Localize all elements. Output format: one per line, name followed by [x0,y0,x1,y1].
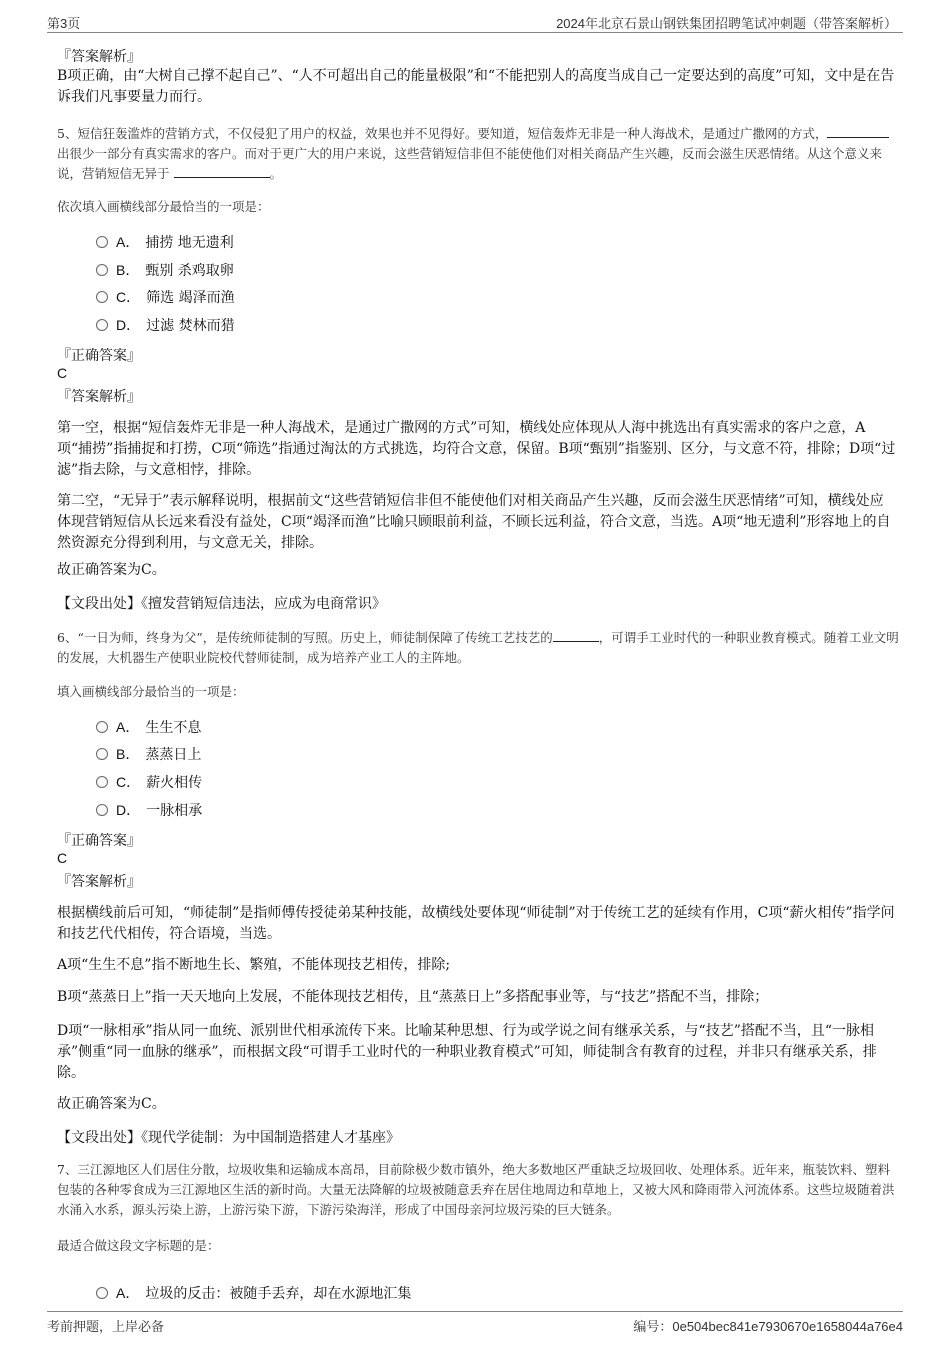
analysis-label: 『答案解析』 [57,49,141,65]
page-footer [47,1311,903,1336]
option-letter: A． [116,1285,140,1301]
radio-icon[interactable] [96,721,108,733]
q6-analysis-a: A项“生生不息”指不断地生长、繁殖，不能体现技艺相传，排除; [57,957,451,973]
option-text: 生生不息 [145,720,202,736]
q5-stem-part-b: 出很少一部分有真实需求的客户。而对于更广大的用户来说，这些营销短信非但不能使他们对相关商品产生兴趣，反而会滋生厌恶情绪。从这个意义来说，营销短信无异于 [57,146,883,181]
radio-icon[interactable] [96,776,108,788]
q6-instruction: 填入画横线部分最恰当的一项是： [57,684,245,699]
q5-conclusion: 故正确答案为C。 [57,562,166,578]
q6-answer: C [57,850,68,866]
option-letter: D． [116,317,141,333]
q5-stem-end: 。 [269,166,283,181]
q6-analysis-d: D项“一脉相承”指从同一血统、派别世代相承流传下来。比喻某种思想、行为或学说之间有继承关系，与“技艺”搭配不当，且“一脉相承”侧重“同一血脉的继承”，而根据文段“可谓手工业时代的一种职业教育模式”可知，师徒制含有教育的过程，并非只有继承关系，排除。 [57,1023,877,1081]
option-text: 筛选 竭泽而渔 [146,290,235,306]
analysis-label: 『答案解析』 [57,389,141,405]
q5-answer: C [57,365,68,381]
q7-option-a[interactable] [96,1283,411,1303]
option-letter: B． [116,262,140,278]
option-letter: C． [116,289,141,305]
q5-instruction: 依次填入画横线部分最恰当的一项是： [57,199,270,214]
q5-option-d[interactable] [96,315,235,335]
radio-icon[interactable] [96,291,108,303]
correct-label: 『正确答案』 [57,833,141,849]
document-title: 2024年北京石景山钢铁集团招聘笔试冲刺题（带答案解析） [556,16,897,31]
footer-slogan: 考前押题，上岸必备 [47,1319,165,1334]
q7-stem: 7、三江源地区人们居住分散，垃圾收集和运输成本高昂，目前除极少数市镇外，绝大多数地区严重缺乏垃圾回收、处理体系。近年来，瓶装饮料、塑料包装的各种零食成为三江源地区生活的新时尚。大量无法降解的垃圾被随意丢弃在居住地周边和草地上，又被大风和降雨带入河流体系。这些垃圾随着洪水涌入水系，源头污染上游，上游污染下游，下游污染海洋，形成了中国母亲河垃圾污染的巨大链条。 [57,1162,895,1217]
option-letter: A． [116,719,140,735]
source-title: 《现代学徒制：为中国制造搭建人才基座》 [141,1130,400,1146]
option-letter: C． [116,774,141,790]
q5-source [57,593,386,613]
q6-source [57,1127,400,1147]
q5-option-c[interactable] [96,287,235,307]
q6-analysis-p1: 根据横线前后可知，“师徒制”是指师傅传授徒弟某种技能，故横线处要体现“师徒制”对于传统工艺的延续有作用，C项“薪火相传”指学问和技艺代代相传，符合语境，当选。 [57,905,895,942]
radio-icon[interactable] [96,319,108,331]
option-text: 捕捞 地无遗利 [145,235,234,251]
option-text: 薪火相传 [146,775,203,791]
q5-option-b[interactable] [96,260,234,280]
q7-instruction: 最适合做这段文字标题的是： [57,1238,220,1253]
option-letter: B． [116,746,140,762]
source-prefix: 【文段出处】 [57,1130,141,1146]
q6-blank [553,628,599,642]
q6-conclusion: 故正确答案为C。 [57,1096,166,1112]
option-letter: A． [116,234,140,250]
radio-icon[interactable] [96,264,108,276]
source-prefix: 【文段出处】 [57,596,141,612]
q5-stem [57,124,899,184]
q6-option-a[interactable] [96,717,201,737]
radio-icon[interactable] [96,804,108,816]
document-id: 编号：0e504bec841e7930670e1658044a76e4 [633,1319,903,1334]
radio-icon[interactable] [96,1287,108,1299]
q6-analysis-b: B项“蒸蒸日上”指一天天地向上发展，不能体现技艺相传，且“蒸蒸日上”多搭配事业等，与“技艺”搭配不当，排除； [57,989,769,1005]
page-number: 第3页 [47,16,81,31]
page-header [47,10,903,33]
option-text: 蒸蒸日上 [145,747,202,763]
q6-stem-part-a: 6、“一日为师，终身为父”，是传统师徒制的写照。历史上，师徒制保障了传统工艺技艺的 [57,630,553,645]
q5-analysis-p1: 第一空，根据“短信轰炸无非是一种人海战术，是通过广撒网的方式”可知，横线处应体现从人海中挑选出有真实需求的客户之意，A项“捕捞”指捕捉和打捞，C项“筛选”指通过淘汰的方式挑选，均符合文意，保留。B项“甄别”指鉴别、区分，与文意不符，排除；D项“过滤”指去除，与文意相悖，排除。 [57,420,896,478]
option-letter: D． [116,802,141,818]
radio-icon[interactable] [96,236,108,248]
q6-stem-part-b: ，可谓手工业时代的一种职业教育模式。随着工业文明的发展，大机器生产使职业院校代替师徒制，成为培养产业工人的主阵地。 [57,630,899,665]
radio-icon[interactable] [96,748,108,760]
q5-analysis-p2: 第二空，“无异于”表示解释说明，根据前文“这些营销短信非但不能使他们对相关商品产生兴趣，反而会滋生厌恶情绪”可知，横线处应体现营销短信从长远来看没有益处，C项“竭泽而渔”比喻只顾眼前利益，不顾长远利益，符合文意，当选。A项“地无遗利”形容地上的自然资源充分得到利用，与文意无关，排除。 [57,493,891,551]
q4-analysis: B项正确，由“大树自己撑不起自己”、“人不可超出自己的能量极限”和“不能把别人的高度当成自己一定要达到的高度”可知，文中是在告诉我们凡事要量力而行。 [57,68,895,105]
option-text: 一脉相承 [146,803,203,819]
q5-stem-part-a: 5、短信狂轰滥炸的营销方式，不仅侵犯了用户的权益，效果也并不见得好。要知道，短信轰炸无非是一种人海战术，是通过广撒网的方式， [57,126,828,141]
q6-stem [57,628,899,668]
q5-blank-1 [827,124,889,138]
source-title: 《擅发营销短信违法，应成为电商常识》 [141,596,386,612]
q5-blank-2 [174,164,270,178]
q6-option-b[interactable] [96,744,201,764]
analysis-label: 『答案解析』 [57,874,141,890]
q5-option-a[interactable] [96,232,234,252]
correct-label: 『正确答案』 [57,348,141,364]
option-text: 甄别 杀鸡取卵 [145,263,234,279]
option-text: 过滤 焚林而猎 [146,318,235,334]
option-text: 垃圾的反击：被随手丢弃，却在水源地汇集 [145,1286,412,1302]
q6-option-c[interactable] [96,772,202,792]
q6-option-d[interactable] [96,800,202,820]
